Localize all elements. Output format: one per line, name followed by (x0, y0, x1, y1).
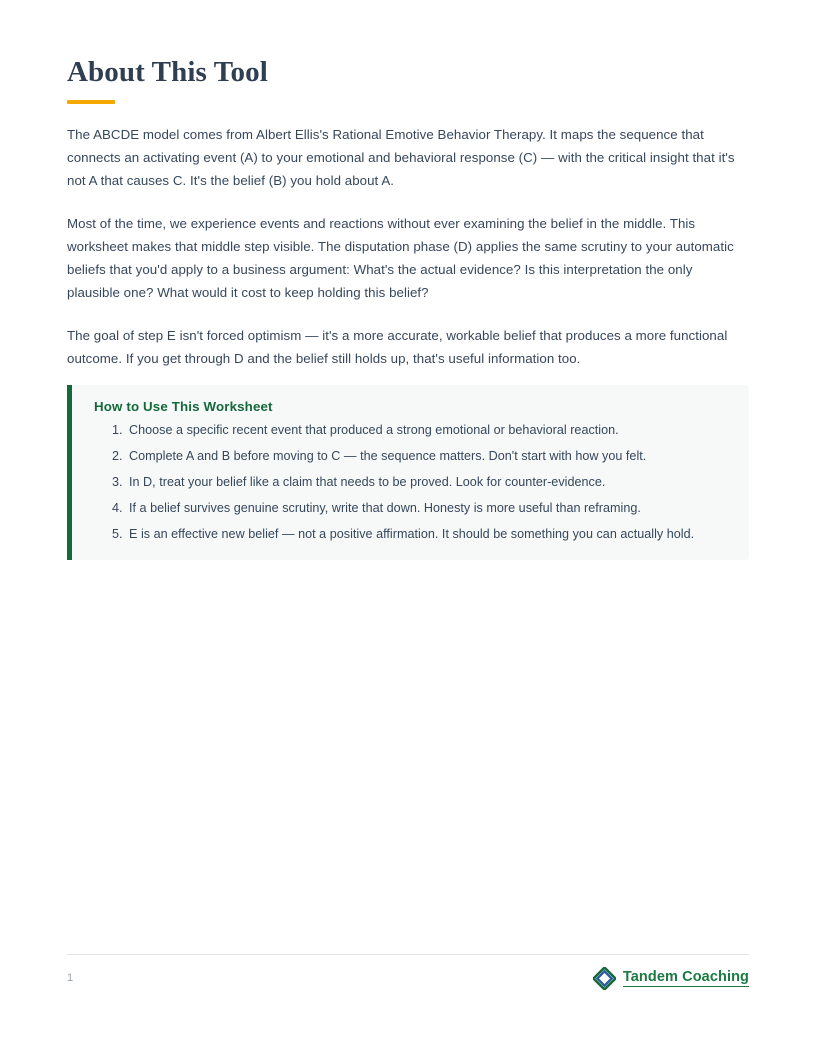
how-to-use-callout (67, 385, 749, 560)
page-footer (67, 954, 749, 990)
paragraph-2: Most of the time, we experience events and reactions without ever examining the belief in the middle. This worksheet makes that middle step visible. The disputation phase (D) applies the same scrutiny to your automatic beliefs that you'd apply to a business argument: What's the actual evidence? Is this interpretation the only plausible one? What would it cost to keep holding this belief? (67, 216, 734, 300)
brand-logo (593, 967, 749, 990)
paragraph-3: The goal of step E isn't forced optimism — it's a more accurate, workable belief that produces a more functional outcome. If you get through D and the belief still holds up, that's useful information too. (67, 328, 728, 366)
list-item: 4. If a belief survives genuine scrutiny, write that down. Honesty is more useful than reframing. (126, 500, 727, 517)
page-number: 1 (67, 972, 74, 984)
brand-name: Tandem Coaching (623, 970, 749, 988)
callout-instruction-list (94, 422, 727, 543)
body-copy (67, 124, 749, 370)
callout-heading: How to Use This Worksheet (94, 399, 273, 414)
list-item: 5. E is an effective new belief — not a positive affirmation. It should be something you can actually hold. (126, 526, 727, 543)
tandem-diamond-icon (593, 967, 616, 990)
title-accent-bar (67, 100, 115, 104)
paragraph-1: The ABCDE model comes from Albert Ellis's Rational Emotive Behavior Therapy. It maps the sequence that connects an activating event (A) to your emotional and behavioral response (C) — with the critical insight that it's not A that causes C. It's the belief (B) you hold about A. (67, 127, 735, 188)
document-content (67, 56, 749, 371)
list-item: 1. Choose a specific recent event that produced a strong emotional or behavioral reaction. (126, 422, 727, 439)
list-item: 2. Complete A and B before moving to C — the sequence matters. Don't start with how you felt. (126, 448, 727, 465)
page-title: About This Tool (67, 56, 268, 88)
list-item: 3. In D, treat your belief like a claim that needs to be proved. Look for counter-evidence. (126, 474, 727, 491)
